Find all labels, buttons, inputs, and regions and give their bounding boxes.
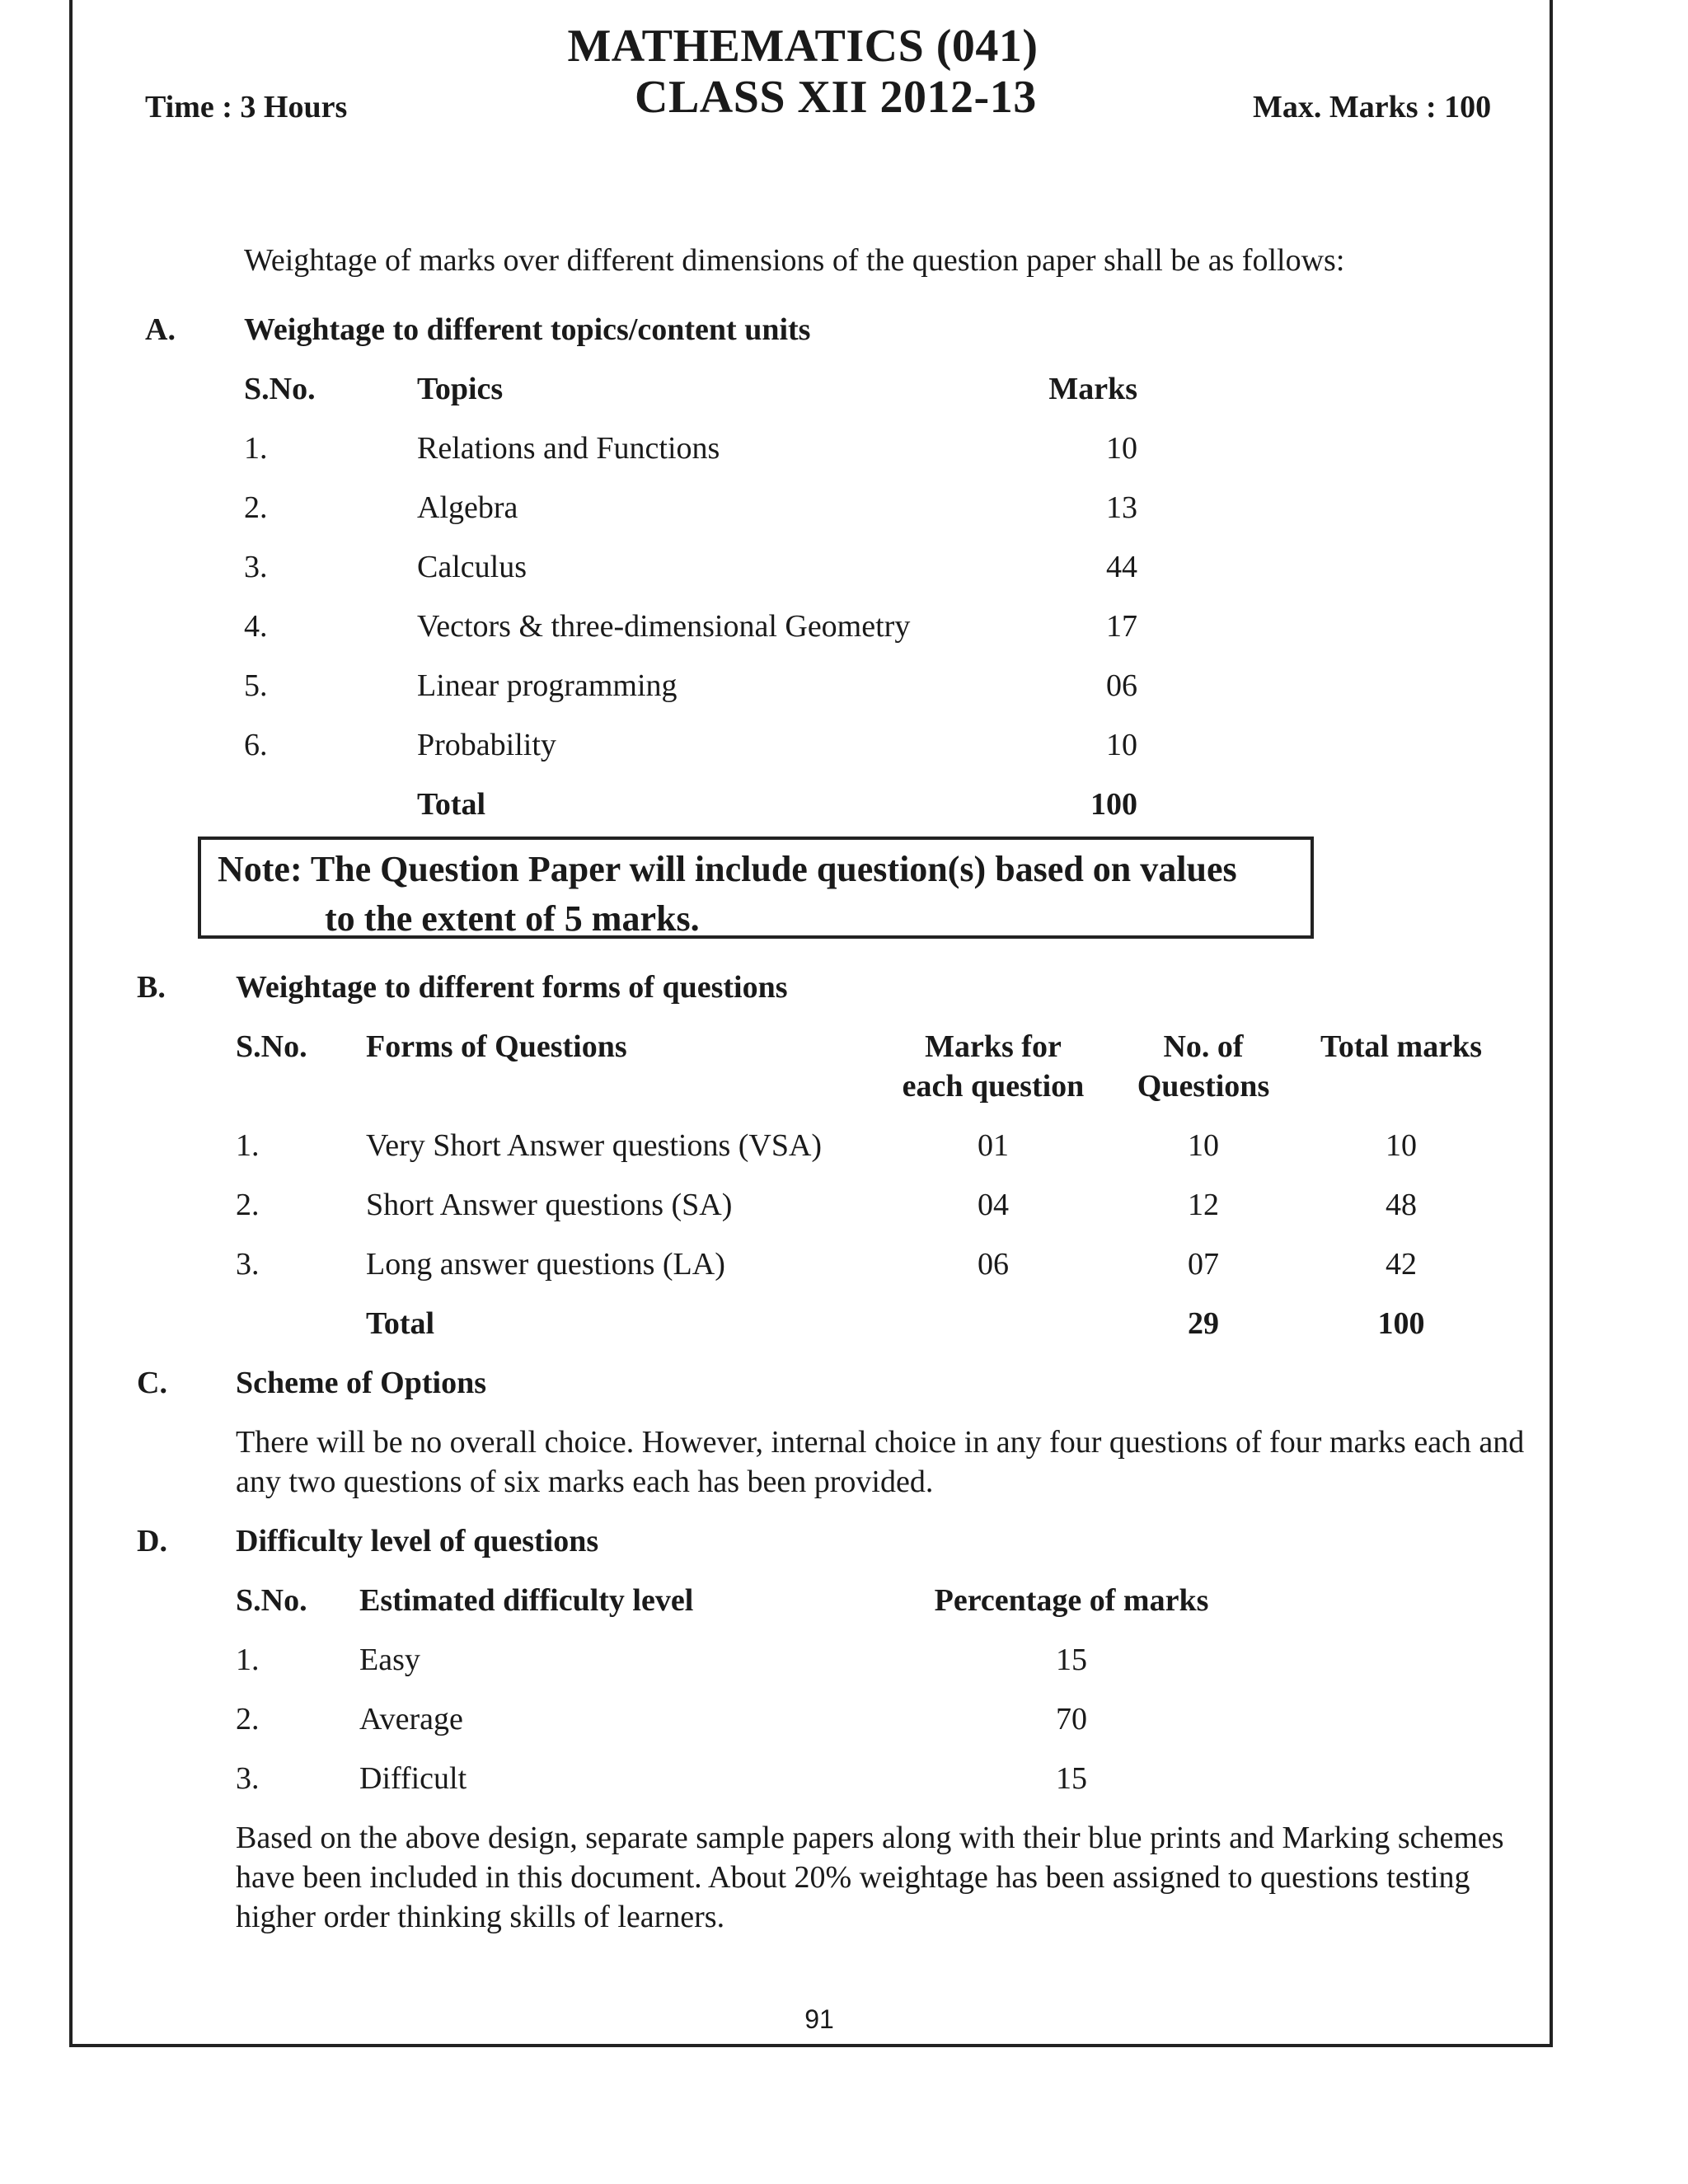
table-d-pct: 70 (1056, 1702, 1087, 1736)
table-a-topic: Calculus (417, 550, 527, 584)
table-d-header-level: Estimated difficulty level (359, 1583, 694, 1618)
section-d-heading: Difficulty level of questions (236, 1524, 599, 1558)
max-marks-label: Max. Marks : 100 (1253, 90, 1492, 124)
table-b-sno: 3. (236, 1247, 260, 1282)
table-b-header-sno: S.No. (236, 1029, 307, 1064)
table-b-num: 12 (1188, 1188, 1219, 1222)
note-line-1: Note: The Question Paper will include question(s) based on values (218, 849, 1237, 889)
table-a-sno: 5. (244, 668, 268, 703)
page-title: MATHEMATICS (041) (567, 21, 1039, 72)
table-b-marks-each: 04 (978, 1188, 1009, 1222)
table-d-sno: 3. (236, 1761, 260, 1796)
table-d-sno: 2. (236, 1702, 260, 1736)
closing-line-1: Based on the above design, separate sample papers along with their blue prints and Marking schemes (236, 1821, 1504, 1855)
table-a-marks: 10 (1106, 728, 1137, 762)
table-d-pct: 15 (1056, 1643, 1087, 1677)
table-b-sno: 2. (236, 1188, 260, 1222)
table-b-header-forms: Forms of Questions (366, 1029, 627, 1064)
note-box (198, 837, 1314, 939)
table-b-form: Long answer questions (LA) (366, 1247, 725, 1282)
table-a-total-label: Total (417, 787, 486, 822)
section-a-letter: A. (145, 312, 176, 347)
table-a-sno: 2. (244, 490, 268, 525)
table-b-total-marks: 100 (1377, 1306, 1425, 1341)
table-d-level: Difficult (359, 1761, 467, 1796)
table-a-topic: Linear programming (417, 668, 678, 703)
table-d-pct: 15 (1056, 1761, 1087, 1796)
table-b-header-marks-each-2: each question (902, 1069, 1085, 1104)
section-d-letter: D. (137, 1524, 167, 1558)
page-subtitle: CLASS XII 2012-13 (635, 72, 1037, 123)
table-d-sno: 1. (236, 1643, 260, 1677)
table-a-marks: 44 (1106, 550, 1137, 584)
table-a-header-marks: Marks (1048, 372, 1137, 406)
closing-line-2: have been included in this document. About 20% weightage has been assigned to questions testing (236, 1860, 1470, 1895)
section-c-text-1: There will be no overall choice. However, internal choice in any four questions of four marks each and (236, 1425, 1525, 1460)
table-a-sno: 1. (244, 431, 268, 466)
table-b-header-num: No. of (1163, 1029, 1244, 1064)
table-a-marks: 13 (1106, 490, 1137, 525)
section-c-letter: C. (137, 1366, 167, 1400)
table-a-sno: 6. (244, 728, 268, 762)
table-a-sno: 4. (244, 609, 268, 644)
closing-line-3: higher order thinking skills of learners. (236, 1900, 725, 1934)
table-b-total: 42 (1386, 1247, 1417, 1282)
table-b-total: 10 (1386, 1128, 1417, 1163)
table-a-header-topics: Topics (417, 372, 504, 406)
table-a-sno: 3. (244, 550, 268, 584)
table-b-num: 10 (1188, 1128, 1219, 1163)
table-a-total-marks: 100 (1090, 787, 1137, 822)
table-a-header-sno: S.No. (244, 372, 316, 406)
page-border (69, 0, 1553, 2047)
note-line-2: to the extent of 5 marks. (325, 898, 700, 939)
table-b-header-num-2: Questions (1137, 1069, 1270, 1104)
table-b-total-label: Total (366, 1306, 435, 1341)
table-b-sno: 1. (236, 1128, 260, 1163)
intro-text: Weightage of marks over different dimensions of the question paper shall be as follows: (244, 243, 1345, 278)
table-a-marks: 06 (1106, 668, 1137, 703)
table-a-marks: 10 (1106, 431, 1137, 466)
table-d-header-sno: S.No. (236, 1583, 307, 1618)
table-b-marks-each: 06 (978, 1247, 1009, 1282)
table-d-header-pct: Percentage of marks (934, 1583, 1209, 1618)
table-a-topic: Probability (417, 728, 556, 762)
table-a-marks: 17 (1106, 609, 1137, 644)
time-label: Time : 3 Hours (145, 90, 348, 124)
page-number: 91 (804, 2004, 834, 2034)
section-c-heading: Scheme of Options (236, 1366, 486, 1400)
table-d-level: Easy (359, 1643, 420, 1677)
table-a-topic: Relations and Functions (417, 431, 720, 466)
table-b-total-num: 29 (1188, 1306, 1219, 1341)
table-a-topic: Algebra (417, 490, 518, 525)
table-b-form: Short Answer questions (SA) (366, 1188, 733, 1222)
table-b-form: Very Short Answer questions (VSA) (366, 1128, 823, 1163)
table-b-total: 48 (1386, 1188, 1417, 1222)
table-d-level: Average (359, 1702, 463, 1736)
section-a-heading: Weightage to different topics/content units (244, 312, 811, 347)
table-b-header-total: Total marks (1320, 1029, 1482, 1064)
table-b-num: 07 (1188, 1247, 1219, 1282)
section-c-text-2: any two questions of six marks each has been provided. (236, 1465, 934, 1499)
table-b-marks-each: 01 (978, 1128, 1009, 1163)
table-a-topic: Vectors & three-dimensional Geometry (417, 609, 911, 644)
section-b-letter: B. (137, 970, 166, 1005)
section-b-heading: Weightage to different forms of questions (236, 970, 788, 1005)
table-b-header-marks-each: Marks for (925, 1029, 1062, 1064)
